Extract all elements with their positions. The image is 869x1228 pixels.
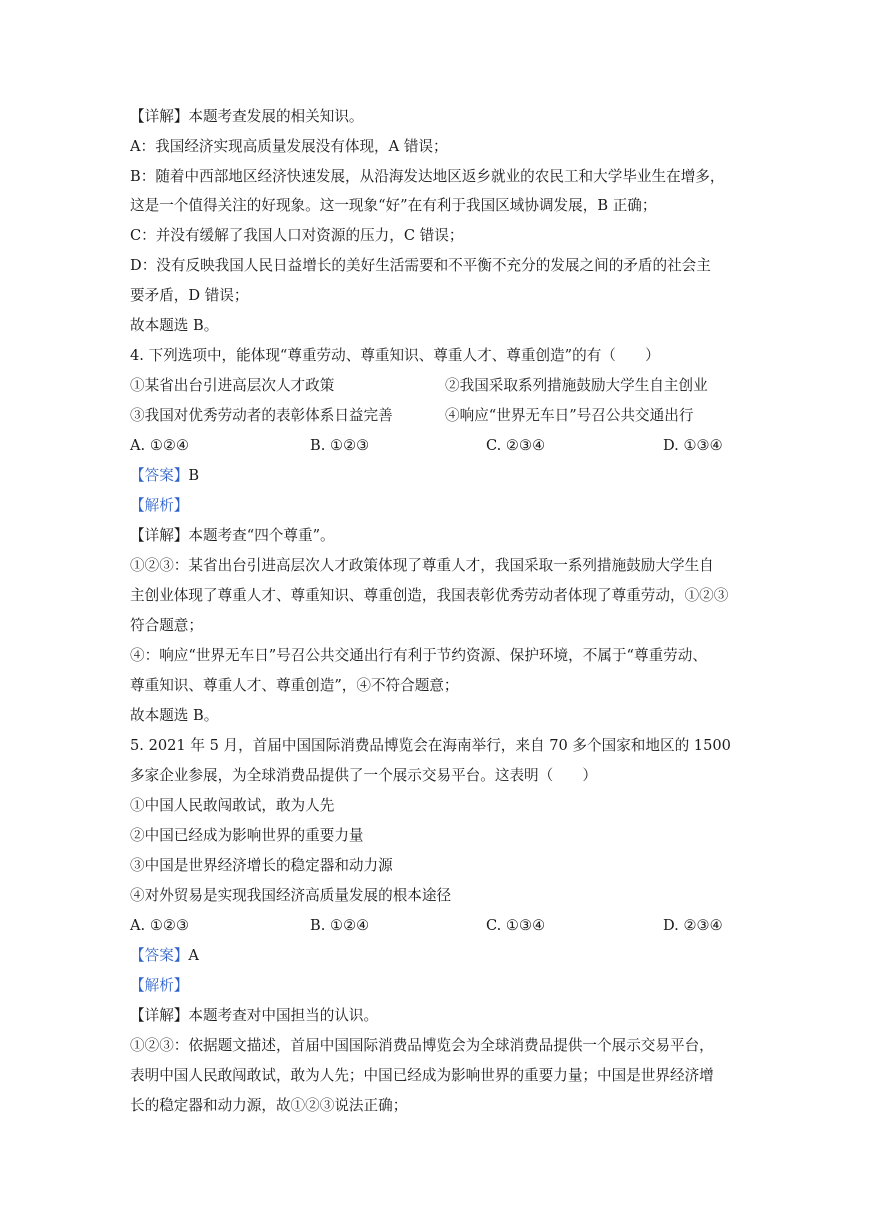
question-4-stem: 4. 下列选项中，能体现“尊重劳动、尊重知识、尊重人才、尊重创造”的有（ ） xyxy=(130,347,660,364)
question-4-explanation-line2: 主创业体现了尊重人才、尊重知识、尊重创造，我国表彰优秀劳动者体现了尊重劳动，①②③ xyxy=(130,587,729,604)
question-4-choice-b: B. ①②③ xyxy=(310,437,370,454)
question-4-choice-c: C. ②③④ xyxy=(486,437,546,454)
option-d-explanation-line2: 要矛盾，D 错误； xyxy=(130,287,249,304)
option-d-explanation-line1: D：没有反映我国人民日益增长的美好生活需要和不平衡不充分的发展之间的矛盾的社会主 xyxy=(130,257,711,274)
question-4-explanation-line3: 符合题意； xyxy=(130,617,203,634)
conclusion: 故本题选 B。 xyxy=(130,317,219,334)
question-4-answer xyxy=(130,466,739,486)
question-5-choice-c: C. ①③④ xyxy=(486,917,546,934)
question-5-stem-line2: 多家企业参展，为全球消费品提供了一个展示交易平台。这表明（ ） xyxy=(130,767,598,784)
question-5-option-2: ②中国已经成为影响世界的重要力量 xyxy=(130,827,364,844)
question-4-explanation-line1: ①②③：某省出台引进高层次人才政策体现了尊重人才，我国采取一系列措施鼓励大学生自 xyxy=(130,557,714,574)
question-4-choice-d: D. ①③④ xyxy=(663,437,723,454)
question-5-option-3: ③中国是世界经济增长的稳定器和动力源 xyxy=(130,857,393,874)
answer-value: A xyxy=(188,947,199,964)
option-c-explanation: C：并没有缓解了我国人口对资源的压力，C 错误； xyxy=(130,227,464,244)
question-5-explanation-line1: ①②③：依据题文描述，首届中国国际消费品博览会为全球消费品提供一个展示交易平台， xyxy=(130,1037,714,1054)
question-4-analysis-tag: 【解析】 xyxy=(130,497,189,514)
question-5-detail: 【详解】本题考查对中国担当的认识。 xyxy=(130,1007,379,1024)
answer-value: B xyxy=(188,467,200,484)
question-4-option-3: ③我国对优秀劳动者的表彰体系日益完善 xyxy=(130,407,393,424)
question-5-option-4: ④对外贸易是实现我国经济高质量发展的根本途径 xyxy=(130,887,452,904)
question-5-choice-b: B. ①②④ xyxy=(310,917,370,934)
option-a-explanation: A：我国经济实现高质量发展没有体现，A 错误； xyxy=(130,138,448,155)
question-4-conclusion: 故本题选 B。 xyxy=(130,707,219,724)
question-4-option-1: ①某省出台引进高层次人才政策 xyxy=(130,377,335,394)
answer-tag: 【答案】 xyxy=(130,467,189,484)
option-b-explanation-line2: 这是一个值得关注的好现象。这一现象“好”在有利于我国区域协调发展，B 正确； xyxy=(130,197,657,214)
question-5-answer xyxy=(130,946,739,966)
question-5-analysis-tag: 【解析】 xyxy=(130,977,189,994)
question-5-choice-d: D. ②③④ xyxy=(663,917,723,934)
question-5-stem-line1: 5. 2021 年 5 月，首届中国国际消费品博览会在海南举行，来自 70 多个国家和地区的 1500 xyxy=(130,737,731,754)
question-5-explanation-line3: 长的稳定器和动力源，故①②③说法正确； xyxy=(130,1097,408,1114)
question-4-option-4: ④响应“世界无车日”号召公共交通出行 xyxy=(445,407,694,424)
question-4-explanation-line5: 尊重知识、尊重人才、尊重创造”，④不符合题意； xyxy=(130,677,459,694)
question-5-explanation-line2: 表明中国人民敢闯敢试，敢为人先；中国已经成为影响世界的重要力量；中国是世界经济增 xyxy=(130,1067,714,1084)
answer-tag: 【答案】 xyxy=(130,947,189,964)
detail-heading: 【详解】本题考查发展的相关知识。 xyxy=(130,108,364,125)
question-4-explanation-line4: ④：响应“世界无车日”号召公共交通出行有利于节约资源、保护环境，不属于“尊重劳动、 xyxy=(130,647,707,664)
question-5-option-1: ①中国人民敢闯敢试，敢为人先 xyxy=(130,797,335,814)
question-4-option-2: ②我国采取系列措施鼓励大学生自主创业 xyxy=(445,377,708,394)
question-4-choice-a: A. ①②④ xyxy=(130,437,190,454)
question-5-choice-a: A. ①②③ xyxy=(130,917,190,934)
option-b-explanation-line1: B：随着中西部地区经济快速发展，从沿海发达地区返乡就业的农民工和大学毕业生在增多， xyxy=(130,168,725,185)
question-4-detail: 【详解】本题考查“四个尊重”。 xyxy=(130,527,335,544)
